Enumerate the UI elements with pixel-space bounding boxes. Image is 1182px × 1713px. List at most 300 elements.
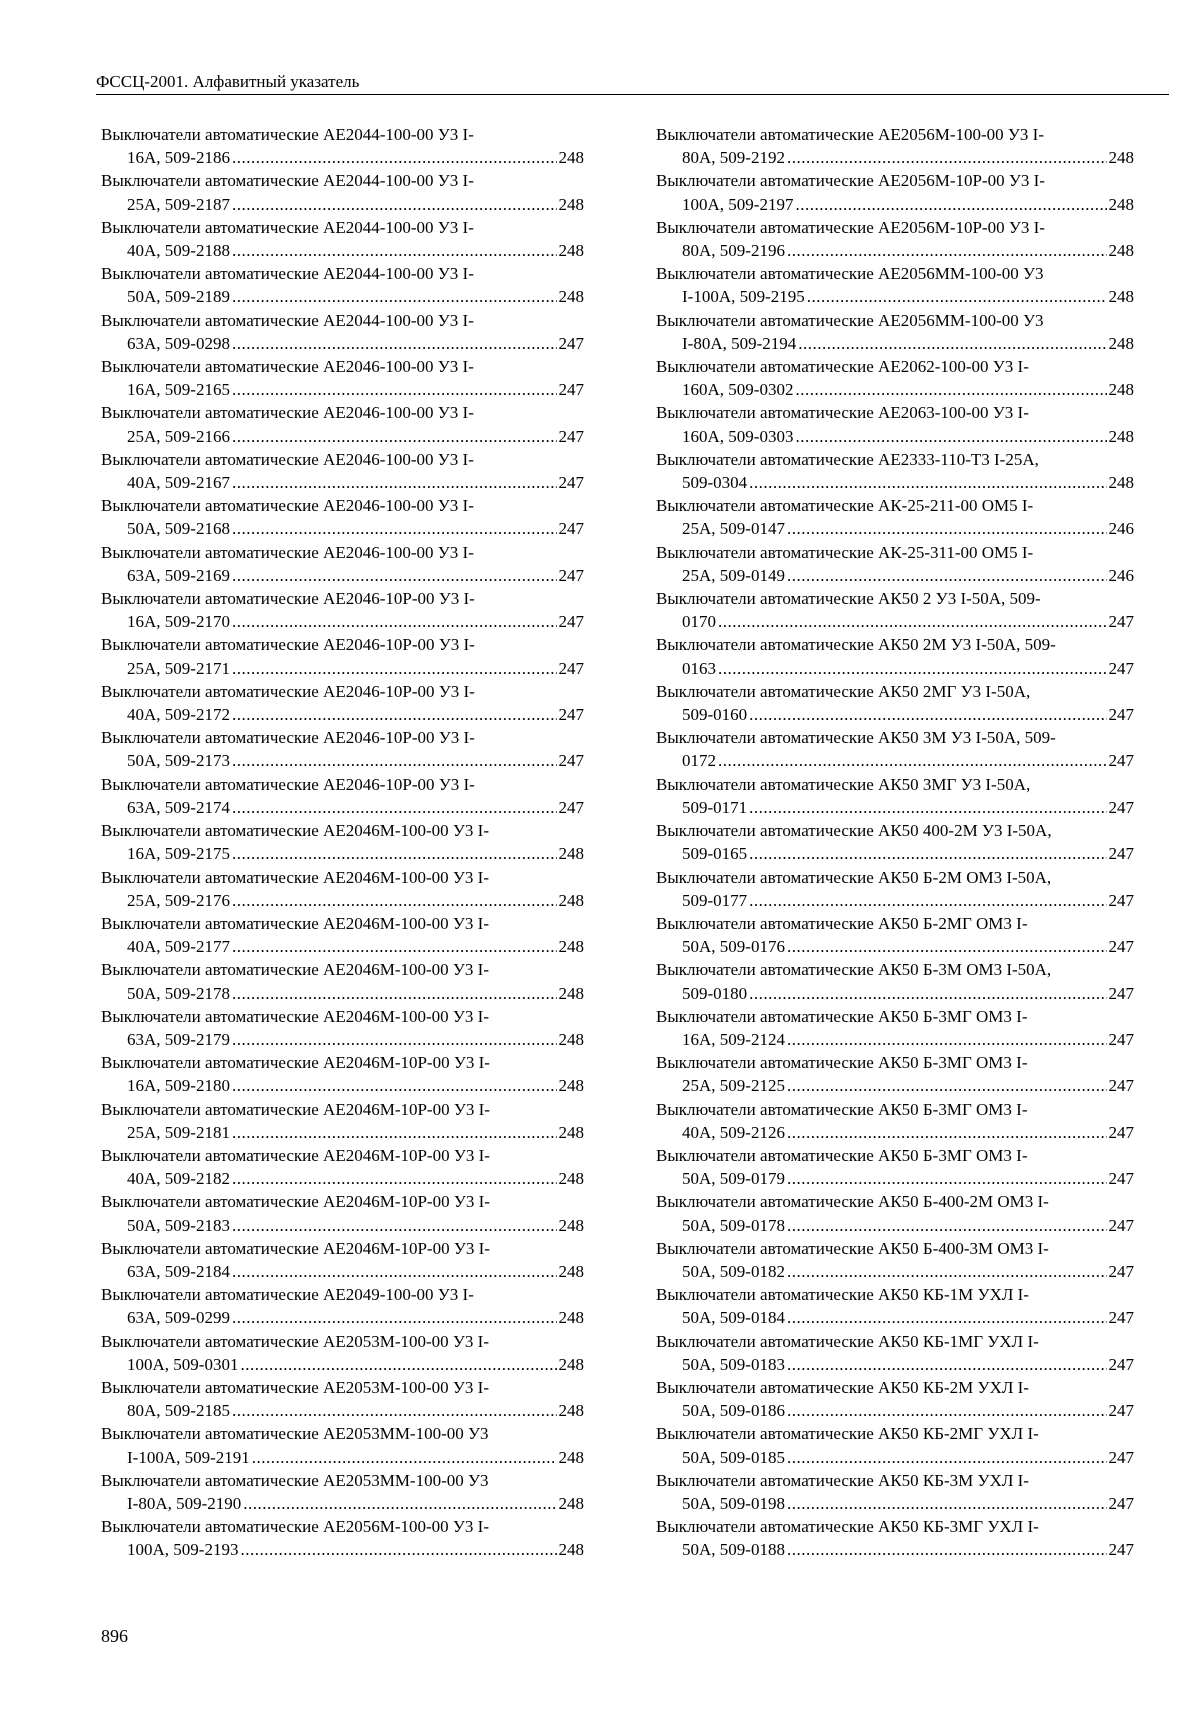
entry-title: Выключатели автоматические АЕ2046М-10Р-00 У3 I-: [101, 1238, 490, 1258]
entry-page-number: 248: [558, 983, 584, 1003]
dot-leader: [232, 425, 557, 448]
entry-code: 509-0171: [682, 797, 748, 817]
index-entry: [656, 355, 1134, 401]
dot-leader: [787, 1399, 1107, 1422]
index-entry: [101, 1422, 584, 1468]
entry-code: 40А, 509-2167: [127, 473, 230, 493]
entry-page-number: 248: [1108, 194, 1134, 214]
entry-code: 50А, 509-0178: [682, 1215, 785, 1235]
entry-code-line: [656, 1399, 1134, 1422]
dot-leader: [232, 1306, 557, 1329]
entry-code-line: [101, 332, 584, 355]
entry-code: I-100А, 509-2191: [127, 1447, 250, 1467]
entry-page-number: 247: [1108, 983, 1134, 1003]
entry-page-number: 247: [558, 473, 584, 493]
index-entry: [101, 401, 584, 447]
entry-code: 25А, 509-2187: [127, 194, 230, 214]
entry-page-number: 247: [1108, 1215, 1134, 1235]
entry-code-line: [101, 146, 584, 169]
index-entry: [656, 123, 1134, 169]
dot-leader: [718, 657, 1107, 680]
index-entry: [101, 262, 584, 308]
entry-code: 63А, 509-2169: [127, 565, 230, 585]
entry-code-line: [656, 193, 1134, 216]
entry-code-line: [101, 1353, 584, 1376]
entry-page-number: 248: [1108, 148, 1134, 168]
index-column-left: [101, 123, 584, 1562]
entry-code-line: [101, 703, 584, 726]
entry-title: Выключатели автоматические АК50 КБ-1М УХЛ I-: [656, 1285, 1029, 1305]
entry-page-number: 248: [558, 1076, 584, 1096]
entry-code: 50А, 509-2168: [127, 519, 230, 539]
entry-code-line: [101, 1399, 584, 1422]
entry-title: Выключатели автоматические АЕ2046М-10Р-00 У3 I-: [101, 1145, 490, 1165]
entry-page-number: 247: [558, 797, 584, 817]
entry-code: 80А, 509-2185: [127, 1401, 230, 1421]
dot-leader: [787, 1121, 1107, 1144]
dot-leader: [232, 1260, 557, 1283]
entry-title: Выключатели автоматические АЕ2056М-10Р-00 У3 I-: [656, 217, 1045, 237]
entry-page-number: 247: [1108, 1354, 1134, 1374]
index-entry: [656, 1469, 1134, 1515]
entry-title: Выключатели автоматические АК50 400-2М У3 I-50А,: [656, 821, 1052, 841]
entry-title: Выключатели автоматические АЕ2062-100-00 У3 I-: [656, 357, 1029, 377]
entry-code-line: [101, 239, 584, 262]
dot-leader: [787, 1214, 1107, 1237]
entry-title: Выключатели автоматические АЕ2046-10Р-00 У3 I-: [101, 728, 475, 748]
index-entry: [101, 1144, 584, 1190]
dot-leader: [795, 378, 1106, 401]
entry-page-number: 247: [558, 333, 584, 353]
entry-title: Выключатели автоматические АЕ2046М-10Р-00 У3 I-: [101, 1053, 490, 1073]
entry-title: Выключатели автоматические АЕ2044-100-00 У3 I-: [101, 310, 474, 330]
dot-leader: [243, 1492, 556, 1515]
entry-code: 25А, 509-0147: [682, 519, 785, 539]
entry-title: Выключатели автоматические АЕ2053ММ-100-00 У3: [101, 1424, 489, 1444]
entry-page-number: 247: [558, 565, 584, 585]
entry-title: Выключатели автоматические АК50 Б-3МГ ОМ3 I-: [656, 1006, 1028, 1026]
entry-code-line: [656, 703, 1134, 726]
entry-code: 80А, 509-2196: [682, 241, 785, 261]
entry-code-line: [101, 193, 584, 216]
dot-leader: [787, 146, 1107, 169]
dot-leader: [787, 1167, 1107, 1190]
entry-code-line: [101, 1167, 584, 1190]
entry-code: 25А, 509-2181: [127, 1122, 230, 1142]
entry-page-number: 248: [558, 1493, 584, 1513]
index-entry: [101, 1005, 584, 1051]
index-entry: [101, 1469, 584, 1515]
entry-title: Выключатели автоматические АК-25-211-00 ОМ5 I-: [656, 496, 1034, 516]
entry-title: Выключатели автоматические АЕ2333-110-Т3 I-25А,: [656, 449, 1039, 469]
index-entry: [101, 587, 584, 633]
dot-leader: [232, 285, 557, 308]
entry-code-line: [101, 610, 584, 633]
entry-page-number: 248: [558, 194, 584, 214]
dot-leader: [232, 1121, 557, 1144]
entry-title: Выключатели автоматические АК50 2МГ У3 I-50А,: [656, 681, 1031, 701]
entry-title: Выключатели автоматические АЕ2056ММ-100-00 У3: [656, 310, 1044, 330]
entry-page-number: 247: [1108, 1261, 1134, 1281]
entry-code-line: [101, 842, 584, 865]
entry-code-line: [101, 1260, 584, 1283]
entry-page-number: 248: [558, 241, 584, 261]
entry-page-number: 247: [1108, 844, 1134, 864]
entry-code: 25А, 509-2125: [682, 1076, 785, 1096]
entry-page-number: 247: [1108, 1540, 1134, 1560]
entry-page-number: 247: [1108, 1076, 1134, 1096]
entry-title: Выключатели автоматические АК50 Б-400-3М ОМ3 I-: [656, 1238, 1049, 1258]
entry-title: Выключатели автоматические АК50 КБ-3М УХЛ I-: [656, 1470, 1029, 1490]
entry-code: 63А, 509-0299: [127, 1308, 230, 1328]
entry-title: Выключатели автоматические АЕ2046-100-00 У3 I-: [101, 496, 474, 516]
entry-code-line: [656, 935, 1134, 958]
entry-code: 16А, 509-2186: [127, 148, 230, 168]
index-entry: [656, 216, 1134, 262]
index-entry: [656, 1515, 1134, 1561]
entry-code: 50А, 509-0184: [682, 1308, 785, 1328]
dot-leader: [232, 1167, 557, 1190]
dot-leader: [787, 1074, 1107, 1097]
entry-code: 0170: [682, 612, 716, 632]
entry-page-number: 247: [1108, 751, 1134, 771]
entry-code: 0163: [682, 658, 716, 678]
entry-title: Выключатели автоматические АЕ2046М-100-00 У3 I-: [101, 821, 489, 841]
entry-title: Выключатели автоматические АЕ2056М-10Р-00 У3 I-: [656, 171, 1045, 191]
dot-leader: [240, 1353, 556, 1376]
entry-code: 50А, 509-2189: [127, 287, 230, 307]
entry-title: Выключатели автоматические АЕ2046М-10Р-00 У3 I-: [101, 1192, 490, 1212]
entry-code-line: [656, 564, 1134, 587]
dot-leader: [232, 1214, 557, 1237]
index-entry: [656, 1283, 1134, 1329]
entry-code-line: [101, 1538, 584, 1561]
entry-code: I-80А, 509-2190: [127, 1493, 242, 1513]
entry-code-line: [101, 889, 584, 912]
dot-leader: [787, 1028, 1107, 1051]
header-title: ФССЦ-2001. Алфавитный указатель: [96, 72, 360, 91]
entry-code-line: [101, 1121, 584, 1144]
entry-title: Выключатели автоматические АЕ2046-100-00 У3 I-: [101, 403, 474, 423]
dot-leader: [232, 889, 557, 912]
entry-page-number: 248: [1108, 333, 1134, 353]
entry-code-line: [656, 146, 1134, 169]
index-entry: [101, 819, 584, 865]
entry-page-number: 248: [558, 890, 584, 910]
dot-leader: [232, 146, 557, 169]
entry-page-number: 248: [1108, 426, 1134, 446]
entry-page-number: 247: [1108, 797, 1134, 817]
dot-leader: [787, 1446, 1107, 1469]
entry-code: 50А, 509-0188: [682, 1540, 785, 1560]
entry-code: 50А, 509-2183: [127, 1215, 230, 1235]
dot-leader: [240, 1538, 556, 1561]
entry-page-number: 246: [1108, 519, 1134, 539]
entry-code-line: [101, 517, 584, 540]
entry-page-number: 247: [1108, 1401, 1134, 1421]
dot-leader: [795, 193, 1106, 216]
entry-code-line: [101, 564, 584, 587]
entry-code-line: [656, 1538, 1134, 1561]
entry-code: 16А, 509-2180: [127, 1076, 230, 1096]
entry-page-number: 248: [558, 287, 584, 307]
entry-page-number: 248: [558, 1401, 584, 1421]
entry-code: I-100А, 509-2195: [682, 287, 805, 307]
entry-page-number: 247: [558, 658, 584, 678]
entry-code: 50А, 509-0176: [682, 937, 785, 957]
dot-leader: [787, 517, 1107, 540]
index-entry: [101, 912, 584, 958]
entry-code-line: [656, 471, 1134, 494]
index-entry: [656, 633, 1134, 679]
entry-page-number: 247: [1108, 612, 1134, 632]
entry-code-line: [101, 1214, 584, 1237]
index-entry: [101, 1190, 584, 1236]
dot-leader: [787, 1353, 1107, 1376]
entry-page-number: 247: [1108, 1493, 1134, 1513]
index-entry: [101, 633, 584, 679]
entry-code: 40А, 509-2188: [127, 241, 230, 261]
index-entry: [656, 958, 1134, 1004]
entry-code: 63А, 509-2184: [127, 1261, 230, 1281]
index-entry: [101, 123, 584, 169]
entry-code: 25А, 509-2171: [127, 658, 230, 678]
index-entry: [656, 448, 1134, 494]
index-entry: [656, 541, 1134, 587]
entry-code-line: [656, 517, 1134, 540]
entry-title: Выключатели автоматические АЕ2044-100-00 У3 I-: [101, 217, 474, 237]
dot-leader: [798, 332, 1106, 355]
index-entry: [101, 773, 584, 819]
entry-title: Выключатели автоматические АК50 Б-3МГ ОМ3 I-: [656, 1053, 1028, 1073]
entry-code-line: [101, 982, 584, 1005]
entry-code-line: [101, 935, 584, 958]
entry-title: Выключатели автоматические АК50 Б-3МГ ОМ3 I-: [656, 1145, 1028, 1165]
entry-code: 16А, 509-2170: [127, 612, 230, 632]
dot-leader: [787, 239, 1107, 262]
entry-page-number: 247: [558, 705, 584, 725]
entry-title: Выключатели автоматические АЕ2046-10Р-00 У3 I-: [101, 681, 475, 701]
dot-leader: [787, 1260, 1107, 1283]
entry-code-line: [656, 842, 1134, 865]
entry-page-number: 247: [1108, 658, 1134, 678]
entry-code-line: [656, 1121, 1134, 1144]
entry-code-line: [656, 332, 1134, 355]
dot-leader: [232, 982, 557, 1005]
entry-title: Выключатели автоматические АК50 КБ-1МГ УХЛ I-: [656, 1331, 1039, 1351]
entry-code: 63А, 509-0298: [127, 333, 230, 353]
entry-page-number: 247: [558, 426, 584, 446]
dot-leader: [232, 749, 557, 772]
index-entry: [656, 1098, 1134, 1144]
entry-code-line: [656, 610, 1134, 633]
entry-title: Выключатели автоматические АЕ2053М-100-00 У3 I-: [101, 1377, 489, 1397]
index-entry: [101, 1237, 584, 1283]
entry-title: Выключатели автоматические АЕ2046М-100-00 У3 I-: [101, 960, 489, 980]
entry-code: 25А, 509-2166: [127, 426, 230, 446]
dot-leader: [787, 1492, 1107, 1515]
index-entry: [101, 1330, 584, 1376]
entry-title: Выключатели автоматические АЕ2056М-100-00 У3 I-: [656, 125, 1044, 144]
entry-title: Выключатели автоматические АК50 3МГ У3 I-50А,: [656, 774, 1031, 794]
dot-leader: [787, 935, 1107, 958]
index-entry: [101, 355, 584, 401]
dot-leader: [232, 564, 557, 587]
dot-leader: [232, 1028, 557, 1051]
entry-title: Выключатели автоматические АК50 Б-2М ОМ3 I-50А,: [656, 867, 1052, 887]
entry-code: 50А, 509-0185: [682, 1447, 785, 1467]
entry-code: 40А, 509-2177: [127, 937, 230, 957]
entry-page-number: 248: [558, 1308, 584, 1328]
entry-title: Выключатели автоматические АЕ2044-100-00 У3 I-: [101, 125, 474, 144]
entry-code-line: [656, 1028, 1134, 1051]
entry-page-number: 247: [558, 519, 584, 539]
index-entry: [656, 1330, 1134, 1376]
dot-leader: [718, 610, 1107, 633]
dot-leader: [232, 517, 557, 540]
dot-leader: [718, 749, 1107, 772]
index-entry: [101, 1283, 584, 1329]
entry-code: 25А, 509-0149: [682, 565, 785, 585]
entry-code-line: [101, 1492, 584, 1515]
dot-leader: [749, 796, 1106, 819]
entry-page-number: 248: [1108, 473, 1134, 493]
entry-code: 50А, 509-0179: [682, 1169, 785, 1189]
entry-code-line: [656, 749, 1134, 772]
index-entry: [101, 958, 584, 1004]
index-entry: [656, 1190, 1134, 1236]
entry-page-number: 247: [1108, 1447, 1134, 1467]
index-entry: [101, 169, 584, 215]
entry-code-line: [101, 749, 584, 772]
entry-code: 80А, 509-2192: [682, 148, 785, 168]
entry-title: Выключатели автоматические АЕ2044-100-00 У3 I-: [101, 171, 474, 191]
entry-title: Выключатели автоматические АК50 2М У3 I-50А, 509-: [656, 635, 1056, 655]
dot-leader: [749, 703, 1106, 726]
entry-title: Выключатели автоматические АЕ2049-100-00 У3 I-: [101, 1285, 474, 1305]
entry-page-number: 247: [1108, 705, 1134, 725]
entry-title: Выключатели автоматические АК-25-311-00 ОМ5 I-: [656, 542, 1034, 562]
dot-leader: [232, 935, 557, 958]
entry-page-number: 248: [558, 937, 584, 957]
index-entry: [656, 494, 1134, 540]
entry-title: Выключатели автоматические АЕ2046-10Р-00 У3 I-: [101, 589, 475, 609]
entry-code: 100А, 509-2197: [682, 194, 794, 214]
entry-title: Выключатели автоматические АК50 Б-3М ОМ3 I-50А,: [656, 960, 1052, 980]
entry-title: Выключатели автоматические АЕ2046-100-00 У3 I-: [101, 542, 474, 562]
entry-code: 63А, 509-2179: [127, 1029, 230, 1049]
index-entry: [656, 726, 1134, 772]
index-entry: [101, 866, 584, 912]
entry-code-line: [656, 1446, 1134, 1469]
entry-code: 40А, 509-2126: [682, 1122, 785, 1142]
entry-title: Выключатели автоматические АЕ2046М-10Р-00 У3 I-: [101, 1099, 490, 1119]
index-entry: [656, 1144, 1134, 1190]
dot-leader: [232, 703, 557, 726]
dot-leader: [252, 1446, 557, 1469]
entry-code-line: [656, 239, 1134, 262]
index-entry: [656, 819, 1134, 865]
index-entry: [656, 866, 1134, 912]
dot-leader: [232, 657, 557, 680]
entry-page-number: 247: [558, 380, 584, 400]
entry-code-line: [101, 657, 584, 680]
entry-page-number: 248: [558, 1447, 584, 1467]
entry-title: Выключатели автоматические АЕ2046-10Р-00 У3 I-: [101, 774, 475, 794]
index-entry: [656, 587, 1134, 633]
entry-title: Выключатели автоматические АК50 КБ-3МГ УХЛ I-: [656, 1517, 1039, 1537]
entry-code: 50А, 509-2173: [127, 751, 230, 771]
dot-leader: [232, 796, 557, 819]
entry-code-line: [656, 378, 1134, 401]
entry-page-number: 247: [1108, 1029, 1134, 1049]
entry-code: 40А, 509-2172: [127, 705, 230, 725]
entry-code: 50А, 509-0198: [682, 1493, 785, 1513]
entry-title: Выключатели автоматические АК50 Б-2МГ ОМ3 I-: [656, 913, 1028, 933]
index-entry: [656, 1422, 1134, 1468]
entry-title: Выключатели автоматические АЕ2046-100-00 У3 I-: [101, 357, 474, 377]
entry-code: 160А, 509-0303: [682, 426, 794, 446]
entry-code-line: [656, 889, 1134, 912]
entry-title: Выключатели автоматические АЕ2046М-100-00 У3 I-: [101, 1006, 489, 1026]
entry-code: 100А, 509-0301: [127, 1354, 239, 1374]
entry-code: 509-0165: [682, 844, 748, 864]
index-entry: [101, 448, 584, 494]
index-entry: [656, 1005, 1134, 1051]
entry-title: Выключатели автоматические АЕ2046М-100-00 У3 I-: [101, 913, 489, 933]
entry-code: 100А, 509-2193: [127, 1540, 239, 1560]
entry-title: Выключатели автоматические АЕ2053ММ-100-00 У3: [101, 1470, 489, 1490]
dot-leader: [749, 889, 1106, 912]
dot-leader: [232, 1074, 557, 1097]
index-entry: [101, 726, 584, 772]
entry-code-line: [656, 1260, 1134, 1283]
index-entry: [656, 1051, 1134, 1097]
entry-code-line: [656, 796, 1134, 819]
dot-leader: [787, 1306, 1107, 1329]
page-number: 896: [101, 1626, 128, 1646]
entry-page-number: 246: [1108, 565, 1134, 585]
entry-title: Выключатели автоматические АЕ2044-100-00 У3 I-: [101, 264, 474, 284]
index-column-right: [656, 123, 1134, 1562]
entry-page-number: 248: [558, 1261, 584, 1281]
entry-title: Выключатели автоматические АК50 2 У3 I-50А, 509-: [656, 589, 1041, 609]
index-entry: [656, 912, 1134, 958]
entry-code-line: [656, 1074, 1134, 1097]
entry-title: Выключатели автоматические АК50 Б-400-2М ОМ3 I-: [656, 1192, 1049, 1212]
entry-code: 16А, 509-2175: [127, 844, 230, 864]
index-entry: [101, 541, 584, 587]
dot-leader: [232, 239, 557, 262]
entry-code: 16А, 509-2165: [127, 380, 230, 400]
entry-title: Выключатели автоматические АК50 3М У3 I-50А, 509-: [656, 728, 1056, 748]
index-entry: [101, 1515, 584, 1561]
entry-page-number: 247: [1108, 1122, 1134, 1142]
index-entry: [101, 1376, 584, 1422]
entry-code: 40А, 509-2182: [127, 1169, 230, 1189]
entry-code-line: [656, 982, 1134, 1005]
entry-code-line: [656, 1167, 1134, 1190]
dot-leader: [232, 471, 557, 494]
entry-code-line: [101, 378, 584, 401]
index-entry: [101, 680, 584, 726]
entry-title: Выключатели автоматические АЕ2056М-100-00 У3 I-: [101, 1517, 489, 1537]
index-entry: [656, 1237, 1134, 1283]
entry-code-line: [101, 1074, 584, 1097]
entry-page-number: 247: [1108, 890, 1134, 910]
dot-leader: [232, 842, 557, 865]
index-entry: [101, 1051, 584, 1097]
